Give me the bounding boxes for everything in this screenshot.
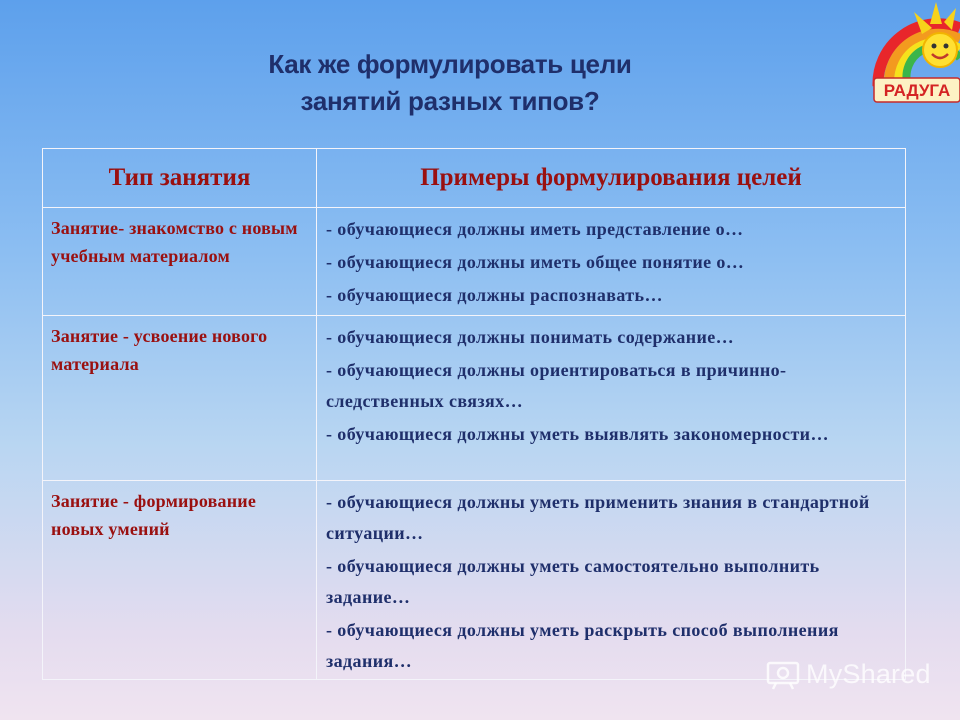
- table-row: [43, 316, 906, 481]
- goal-item: - обучающиеся должны уметь выявлять закономерности…: [326, 424, 829, 444]
- header-goal-examples: Примеры формулирования целей: [317, 149, 906, 208]
- slide-title: [190, 46, 710, 120]
- header-lesson-type: Тип занятия: [43, 149, 317, 208]
- goal-item: - обучающиеся должны понимать содержание…: [326, 327, 735, 347]
- table-row: [43, 208, 906, 316]
- watermark-text: MyShared: [806, 658, 931, 689]
- logo-text: РАДУГА: [883, 81, 951, 100]
- lesson-type-cell: Занятие - усвоение нового материала: [43, 316, 317, 481]
- projector-icon: [766, 657, 800, 691]
- slide-title-line-2: занятий разных типов?: [300, 86, 600, 116]
- raduga-logo: [866, 0, 960, 110]
- goals-table: [42, 148, 906, 680]
- goal-item: - обучающиеся должны уметь применить знания в стандартной ситуации…: [326, 492, 870, 543]
- goal-item: - обучающиеся должны уметь раскрыть способ выполнения задания…: [326, 620, 839, 671]
- goal-item: - обучающиеся должны распознавать…: [326, 285, 663, 305]
- goal-item: - обучающиеся должны иметь общее понятие о…: [326, 252, 745, 272]
- goal-examples-cell: [317, 208, 906, 316]
- table-row: [43, 481, 906, 680]
- lesson-type-cell: Занятие - формирование новых умений: [43, 481, 317, 680]
- table-header-row: [43, 149, 906, 208]
- slide-title-line-1: Как же формулировать цели: [268, 49, 632, 79]
- goal-item: - обучающиеся должны ориентироваться в причинно-следственных связях…: [326, 360, 787, 411]
- lesson-type-cell: Занятие- знакомство с новым учебным материалом: [43, 208, 317, 316]
- goal-examples-cell: [317, 481, 906, 680]
- goal-examples-cell: [317, 316, 906, 481]
- myshared-watermark: [766, 656, 931, 692]
- goal-item: - обучающиеся должны иметь представление о…: [326, 219, 744, 239]
- rainbow-sun-logo-icon: [866, 0, 960, 110]
- goal-item: - обучающиеся должны уметь самостоятельно выполнить задание…: [326, 556, 820, 607]
